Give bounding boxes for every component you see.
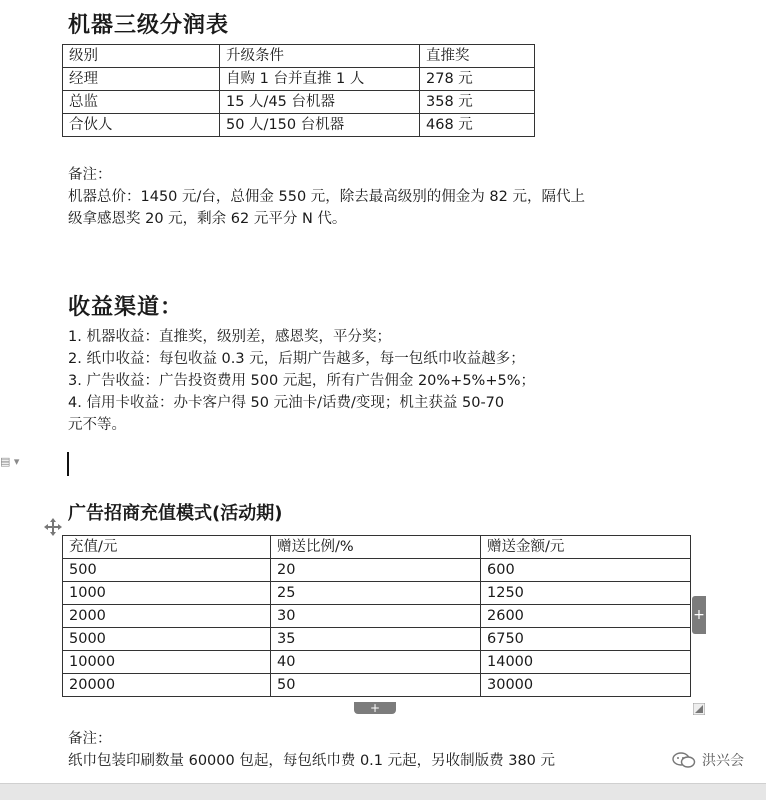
table-row	[63, 559, 691, 582]
note-label: 备注：	[68, 167, 112, 183]
table-cell: 14000	[481, 651, 691, 674]
table-header-cell: 级别	[63, 45, 220, 68]
table-cell: 35	[271, 628, 481, 651]
note-label: 备注：	[68, 731, 112, 747]
note-line: 级拿感恩奖 20 元，剩余 62 元平分 N 代。	[68, 211, 347, 227]
table-row	[63, 68, 535, 91]
table-cell: 600	[481, 559, 691, 582]
table-cell: 20000	[63, 674, 271, 697]
table-cell: 500	[63, 559, 271, 582]
table-header-cell: 赠送金额/元	[481, 536, 691, 559]
watermark-text: 洪兴会	[702, 753, 744, 769]
table-header-cell: 升级条件	[220, 45, 420, 68]
table-cell: 5000	[63, 628, 271, 651]
table-header-cell: 赠送比例/%	[271, 536, 481, 559]
table-cell: 总监	[63, 91, 220, 114]
table-cell: 自购 1 台并直推 1 人	[220, 68, 420, 91]
text-cursor	[67, 452, 69, 476]
page-title: 机器三级分润表	[68, 13, 230, 38]
section-title-revenue: 收益渠道：	[68, 295, 184, 320]
section-title-ads: 广告招商充值模式(活动期)	[68, 503, 283, 524]
table-row	[63, 114, 535, 137]
table-row	[63, 605, 691, 628]
table-cell: 1250	[481, 582, 691, 605]
table-cell: 30000	[481, 674, 691, 697]
wechat-icon	[672, 751, 696, 769]
table-row	[63, 651, 691, 674]
table-row	[63, 674, 691, 697]
table-row	[63, 91, 535, 114]
table-cell: 20	[271, 559, 481, 582]
table-cell: 2600	[481, 605, 691, 628]
table-header-row	[63, 45, 535, 68]
table-cell: 30	[271, 605, 481, 628]
table-header-cell: 充值/元	[63, 536, 271, 559]
list-item: 1. 机器收益：直推奖，级别差，感恩奖，平分奖；	[68, 329, 391, 345]
note-line: 机器总价：1450 元/台，总佣金 550 元，除去最高级别的佣金为 82 元，隔代上	[68, 189, 585, 205]
list-item: 3. 广告收益：广告投资费用 500 元起，所有广告佣金 20%+5%+5%；	[68, 373, 535, 389]
table-cell: 15 人/45 台机器	[220, 91, 420, 114]
table-cell: 2000	[63, 605, 271, 628]
list-item: 元不等。	[68, 417, 126, 433]
table-resize-icon[interactable]	[693, 703, 705, 715]
table-row	[63, 582, 691, 605]
add-row-button[interactable]: +	[354, 702, 396, 714]
table-row	[63, 628, 691, 651]
table-cell: 50	[271, 674, 481, 697]
table-cell: 50 人/150 台机器	[220, 114, 420, 137]
profit-table	[62, 44, 535, 137]
table-header-cell: 直推奖	[420, 45, 535, 68]
status-bar	[0, 783, 766, 800]
list-item: 2. 纸巾收益：每包收益 0.3 元，后期广告越多，每一包纸巾收益越多；	[68, 351, 525, 367]
note-block	[68, 728, 708, 772]
paste-options-icon[interactable]: ▤ ▾	[0, 455, 20, 468]
table-cell: 40	[271, 651, 481, 674]
table-cell: 6750	[481, 628, 691, 651]
table-cell: 358 元	[420, 91, 535, 114]
table-cell: 1000	[63, 582, 271, 605]
table-cell: 25	[271, 582, 481, 605]
table-move-icon[interactable]	[44, 518, 62, 536]
list-item: 4. 信用卡收益：办卡客户得 50 元油卡/话费/变现；机主获益 50-70	[68, 395, 505, 411]
revenue-list	[68, 326, 708, 436]
watermark	[672, 750, 744, 770]
table-cell: 10000	[63, 651, 271, 674]
table-cell: 经理	[63, 68, 220, 91]
table-cell: 468 元	[420, 114, 535, 137]
note-block	[68, 164, 708, 230]
table-cell: 合伙人	[63, 114, 220, 137]
add-column-button[interactable]: +	[692, 596, 706, 634]
table-header-row	[63, 536, 691, 559]
table-cell: 278 元	[420, 68, 535, 91]
note-line: 纸巾包装印刷数量 60000 包起，每包纸巾费 0.1 元起，另收制版费 380 元	[68, 753, 556, 769]
recharge-table	[62, 535, 691, 697]
